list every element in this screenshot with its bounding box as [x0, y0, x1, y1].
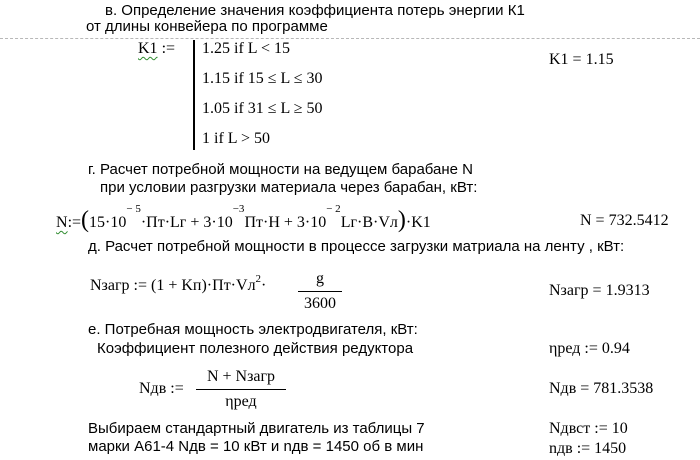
nzagr-denominator: 3600 [304, 295, 336, 312]
k1-piecewise-bar [193, 40, 195, 150]
nzagr-exp: 2 [255, 273, 262, 285]
n-open-paren: ( [81, 207, 90, 233]
n-part-2: ·Пт·Lг + 3·10 [140, 214, 233, 231]
k1-case-2[interactable]: 1.15 if 15 ≤ L ≤ 30 [202, 70, 323, 87]
ndv-result[interactable]: Nдв = 781.3538 [549, 380, 654, 397]
section-g-subtitle: при условии разгрузки материала через барабан, кВт: [100, 179, 478, 196]
n-part-3: Пт·H + 3·10 [244, 214, 327, 231]
n-close-paren: ) [397, 207, 406, 233]
n-part-1: 15·10 [89, 214, 127, 231]
n-exp-1: − 5 [126, 203, 141, 215]
choice-line-1: Выбираем стандартный двигатель из таблицы 7 [88, 420, 425, 437]
ndvst-definition[interactable]: Nдвст := 10 [549, 420, 628, 437]
nzagr-lhs: Nзагр := (1 + Kп)·Пт·Vл [90, 277, 256, 294]
k1-case-3[interactable]: 1.05 if 31 ≤ L ≥ 50 [202, 100, 323, 117]
choice-line-2: марки А61-4 Nдв = 10 кВт и nдв = 1450 об в мин [88, 438, 424, 455]
ndv-lhs[interactable]: Nдв := [139, 380, 184, 397]
nzagr-numerator: g [316, 270, 324, 287]
k1-lhs: K1 [138, 40, 158, 57]
section-g-title: г. Расчет потребной мощности на ведущем барабане N [88, 161, 474, 178]
n-lhs: N [56, 214, 68, 231]
k1-variable[interactable] [138, 40, 175, 58]
ndv-speed-definition[interactable]: nдв := 1450 [549, 440, 627, 457]
n-exp-2: −3 [232, 203, 245, 215]
ndv-fraction-line [196, 389, 286, 390]
n-formula[interactable] [56, 203, 431, 234]
n-result[interactable]: N = 732.5412 [580, 212, 669, 229]
n-part-5: ·K1 [405, 214, 431, 231]
section-v-title: в. Определение значения коэффициента потерь энергии К1 [105, 2, 525, 19]
n-part-4: Lг·B·Vл [340, 214, 398, 231]
section-e-subtitle: Коэффициент полезного действия редуктора [97, 340, 414, 357]
nzagr-dot: · [261, 277, 267, 294]
nzagr-fraction [298, 270, 342, 313]
k1-case-1[interactable]: 1.25 if L < 15 [202, 40, 290, 57]
nzagr-fraction-line [298, 291, 342, 292]
nzagr-formula[interactable] [90, 273, 267, 295]
ndv-fraction [196, 368, 286, 411]
page-divider [0, 38, 700, 39]
ndv-numerator: N + Nзагр [206, 368, 276, 385]
k1-assign-op: := [161, 40, 176, 57]
section-e-title: е. Потребная мощность электродвигателя, кВт: [88, 321, 418, 338]
nzagr-result[interactable]: Nзагр = 1.9313 [549, 282, 650, 299]
section-v-subtitle: от длины конвейера по программе [86, 18, 328, 35]
section-d-title: д. Расчет потребной мощности в процессе загрузки матриала на ленту , кВт: [88, 238, 625, 255]
n-exp-3: − 2 [326, 203, 341, 215]
ndv-denominator: ηред [225, 393, 257, 410]
n-assign-op: := [67, 214, 82, 231]
k1-case-4[interactable]: 1 if L > 50 [202, 130, 270, 147]
k1-result[interactable]: K1 = 1.15 [549, 51, 614, 68]
nred-definition[interactable]: ηред := 0.94 [549, 340, 630, 357]
